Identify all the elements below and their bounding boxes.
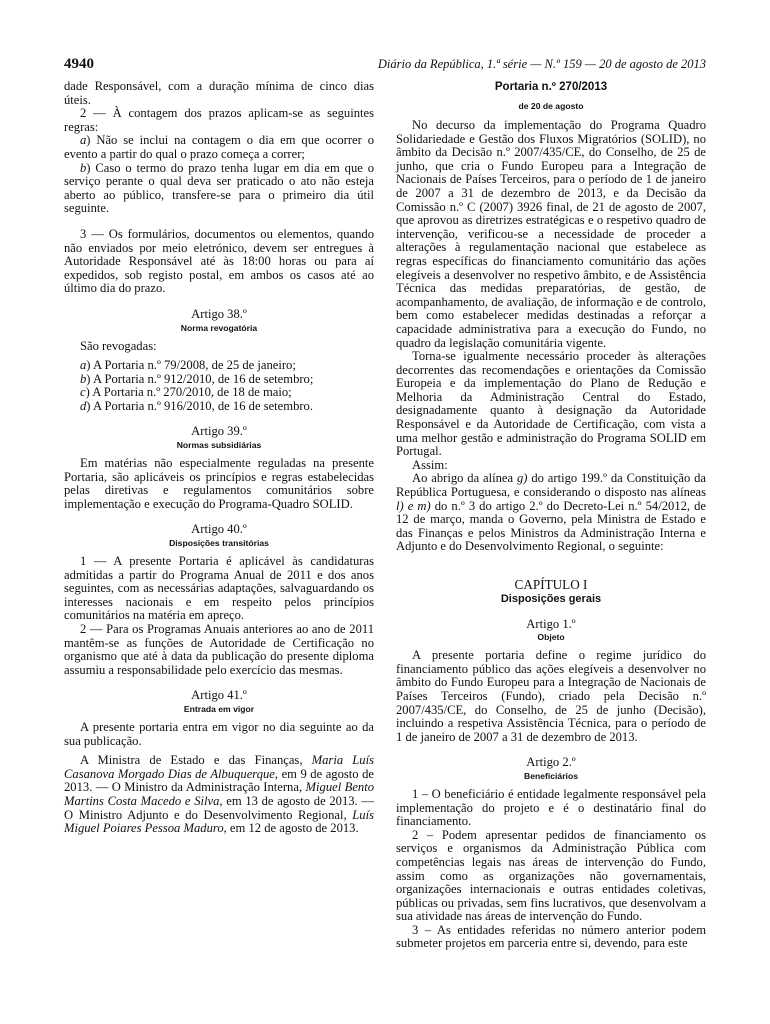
right-column bbox=[396, 80, 706, 951]
article-heading-41: Artigo 41.º bbox=[191, 688, 247, 703]
article-title-1: Objeto bbox=[537, 632, 565, 643]
article-heading-40: Artigo 40.º bbox=[191, 522, 247, 537]
article-heading-1: Artigo 1.º bbox=[526, 616, 576, 631]
article-heading-38: Artigo 38.º bbox=[191, 306, 247, 321]
list-item-a: a) Não se inclui na contagem o dia em que ocorrer o evento a partir do qual o prazo começa a correr; bbox=[64, 133, 374, 161]
article-title-38: Norma revogatória bbox=[180, 322, 258, 333]
signatory-name: Miguel Bento Martins Costa Macedo e Silva bbox=[64, 780, 375, 808]
article-title-40: Disposições transitórias bbox=[169, 538, 269, 549]
paragraph-revogadas: São revogadas: bbox=[80, 338, 157, 353]
portaria-title: Portaria n.º 270/2013 bbox=[494, 81, 608, 93]
paragraph-continuation: dade Responsável, com a duração mínima de cinco dias úteis. bbox=[64, 79, 374, 107]
page-number: 4940 bbox=[64, 56, 94, 72]
journal-header: Diário da República, 1.ª série — N.º 159 — 20 de agosto de 2013 bbox=[377, 57, 706, 71]
revocation-item-a: a) A Portaria n.º 79/2008, de 25 de janeiro; bbox=[80, 358, 296, 373]
article-title-39: Normas subsidiárias bbox=[176, 440, 262, 451]
signatory-name: Maria Luís Casanova Morgado Dias de Albuquerque bbox=[64, 753, 374, 781]
list-letter: b bbox=[80, 160, 87, 175]
paragraph-vigor: A presente portaria entra em vigor no dia seguinte ao da sua publicação. bbox=[64, 719, 374, 748]
paragraph-subsidiarias: Em matérias não especialmente reguladas na presente Portaria, são aplicáveis os princípios e regras estabelecidas pelas diretivas e regulamentos comunitários sobre implementação e execução do Programa-Quadro SOLID. bbox=[64, 456, 374, 511]
preamble-paragraph-1: No decurso da implementação do Programa Quadro Solidariedade e Gestão dos Fluxos Migratórios (SOLID), no âmbito da Decisão n.º 2007/435/CE, do Conselho, de 25 de junho, que cria o Fundo Europeu para a Integração de Nacionais de Países Terceiros, para o período de 1 de janeiro de 2007 a 31 de dezembro de 2013, e da Decisão da Comissão n.º C (2007) 3926 final, de 21 de agosto de 2007, que aprovou as diretrizes estratégicas e o respetivo quadro de intervenção, verificou-se a necessidade de proceder a alterações à regulamentação nacional que estabelece as regras específicas do financiamento comunitário das ações elegíveis a desenvolver no respetivo âmbito, e de Assistência Técnica das medidas preparatórias, de gestão, de acompanhamento, de avaliação, de informação e de controlo, bem como estabelecer medidas destinadas a reforçar a capacidade administrativa para a execução do Fundo, no quadro da legislação comunitária vigente. bbox=[396, 118, 706, 350]
list-letter: a bbox=[80, 133, 87, 148]
list-item-b: b) Caso o termo do prazo tenha lugar em dia em que o serviço perante o qual deva ser praticado o ato não esteja aberto ao público, transfere-se para o primeiro dia útil seguinte. bbox=[64, 160, 374, 216]
paragraph-objeto: A presente portaria define o regime jurídico do financiamento público das ações elegíveis a desenvolver no âmbito do Fundo Europeu para a Integração de Nacionais de Países Terceiros (Fundo), criado pela Decisão n.º 2007/435/CE, do Conselho, de 25 de junho (Decisão), incluindo a respetiva Assistência Técnica, para o período de 1 de janeiro de 2007 a 31 de dezembro de 2013. bbox=[396, 648, 706, 744]
preamble-paragraph-2: Torna-se igualmente necessário proceder às alterações decorrentes das recomendações e orientações da Comissão Europeia e da implementação do Plano de Redução e Melhoria da Administração Central do Estado, designadamente quanto à designação da Autoridade Responsável e da Autoridade de Certificação, com vista a uma melhor gestão e administração do Programa SOLID em Portugal. bbox=[396, 349, 706, 459]
left-column bbox=[64, 80, 374, 836]
signatures: A Ministra de Estado e das Finanças, Maria Luís Casanova Morgado Dias de Albuquerque, em 9 de agosto de 2013. — O Ministro da Administração Interna, Miguel Bento Martins Costa Macedo e Silva, em 13 de agosto de 2013. — O Ministro Adjunto e do Desenvolvimento Regional, Luís Miguel Poiares Pessoa Maduro, em 12 de agosto de 2013. bbox=[64, 753, 375, 836]
article-title-2: Beneficiários bbox=[524, 770, 578, 781]
paragraph-formularios: 3 — Os formulários, documentos ou elementos, quando não enviados por meio eletrónico, devem ser entregues à Autoridade Responsável até às 18:00 horas ou para aí expedidos, sob registo postal, em ambos os casos até ao último dia do prazo. bbox=[64, 226, 374, 296]
paragraph-beneficiarios-2: 2 – Podem apresentar pedidos de financiamento os serviços e organismos da Administração Pública com competências legais nas áreas de intervenção do Fundo, assim como as organizações não governamentais, organizações internacionais e outras entidades coletivas, públicas ou privadas, sem fins lucrativos, que desenvolvam a sua atividade nas áreas de intervenção do Fundo. bbox=[396, 827, 706, 924]
paragraph-beneficiarios-1: 1 – O beneficiário é entidade legalmente responsável pela implementação do projeto e é o destinatário final do financiamento. bbox=[396, 786, 706, 829]
chapter-heading: CAPÍTULO I bbox=[514, 577, 588, 592]
article-heading-39: Artigo 39.º bbox=[191, 424, 247, 439]
preamble-assim: Assim: bbox=[412, 457, 448, 472]
article-title-41: Entrada em vigor bbox=[183, 703, 255, 714]
preamble-paragraph-3: Ao abrigo da alínea g) do artigo 199.º da Constituição da República Portuguesa, e considerando o disposto nas alíneas l) e m) do n.º 3 do artigo 2.º do Decreto-Lei n.º 54/2012, de 12 de março, manda o Governo, pela Ministra de Estado e das Finanças e pelos Ministros da Administração Interna e Adjunto e do Desenvolvimento Regional, o seguinte: bbox=[396, 471, 707, 554]
portaria-date: de 20 de agosto bbox=[518, 101, 584, 111]
paragraph-transitorias-1: 1 — A presente Portaria é aplicável às candidaturas admitidas a partir do Programa Anual de 2011 e dos anos seguintes, com as necessárias adaptações, salvaguardando os interesses nacionais e em respeito pelos princípios comunitários na matéria em apreço. bbox=[64, 554, 374, 623]
paragraph-beneficiarios-3: 3 – As entidades referidas no número anterior podem submeter projetos em parceria entre si, devendo, para este bbox=[396, 922, 706, 951]
paragraph-transitorias-2: 2 — Para os Programas Anuais anteriores ao ano de 2011 mantêm-se as funções de Autoridade de Certificação no organismo que até à data da publicação do presente diploma assumiu a responsabilidade pelo exercício das mesmas. bbox=[64, 622, 374, 677]
revocation-item-c: c) A Portaria n.º 270/2010, de 18 de maio; bbox=[80, 385, 292, 400]
revocation-item-b: b) A Portaria n.º 912/2010, de 16 de setembro; bbox=[80, 371, 314, 386]
paragraph-prazos: 2 — À contagem dos prazos aplicam-se as seguintes regras: bbox=[64, 106, 374, 134]
chapter-title: Disposições gerais bbox=[500, 592, 602, 605]
article-heading-2: Artigo 2.º bbox=[526, 755, 576, 770]
signatory-name: Luís Miguel Poiares Pessoa Maduro bbox=[64, 807, 374, 836]
revocation-item-d: d) A Portaria n.º 916/2010, de 16 de setembro. bbox=[80, 398, 314, 413]
